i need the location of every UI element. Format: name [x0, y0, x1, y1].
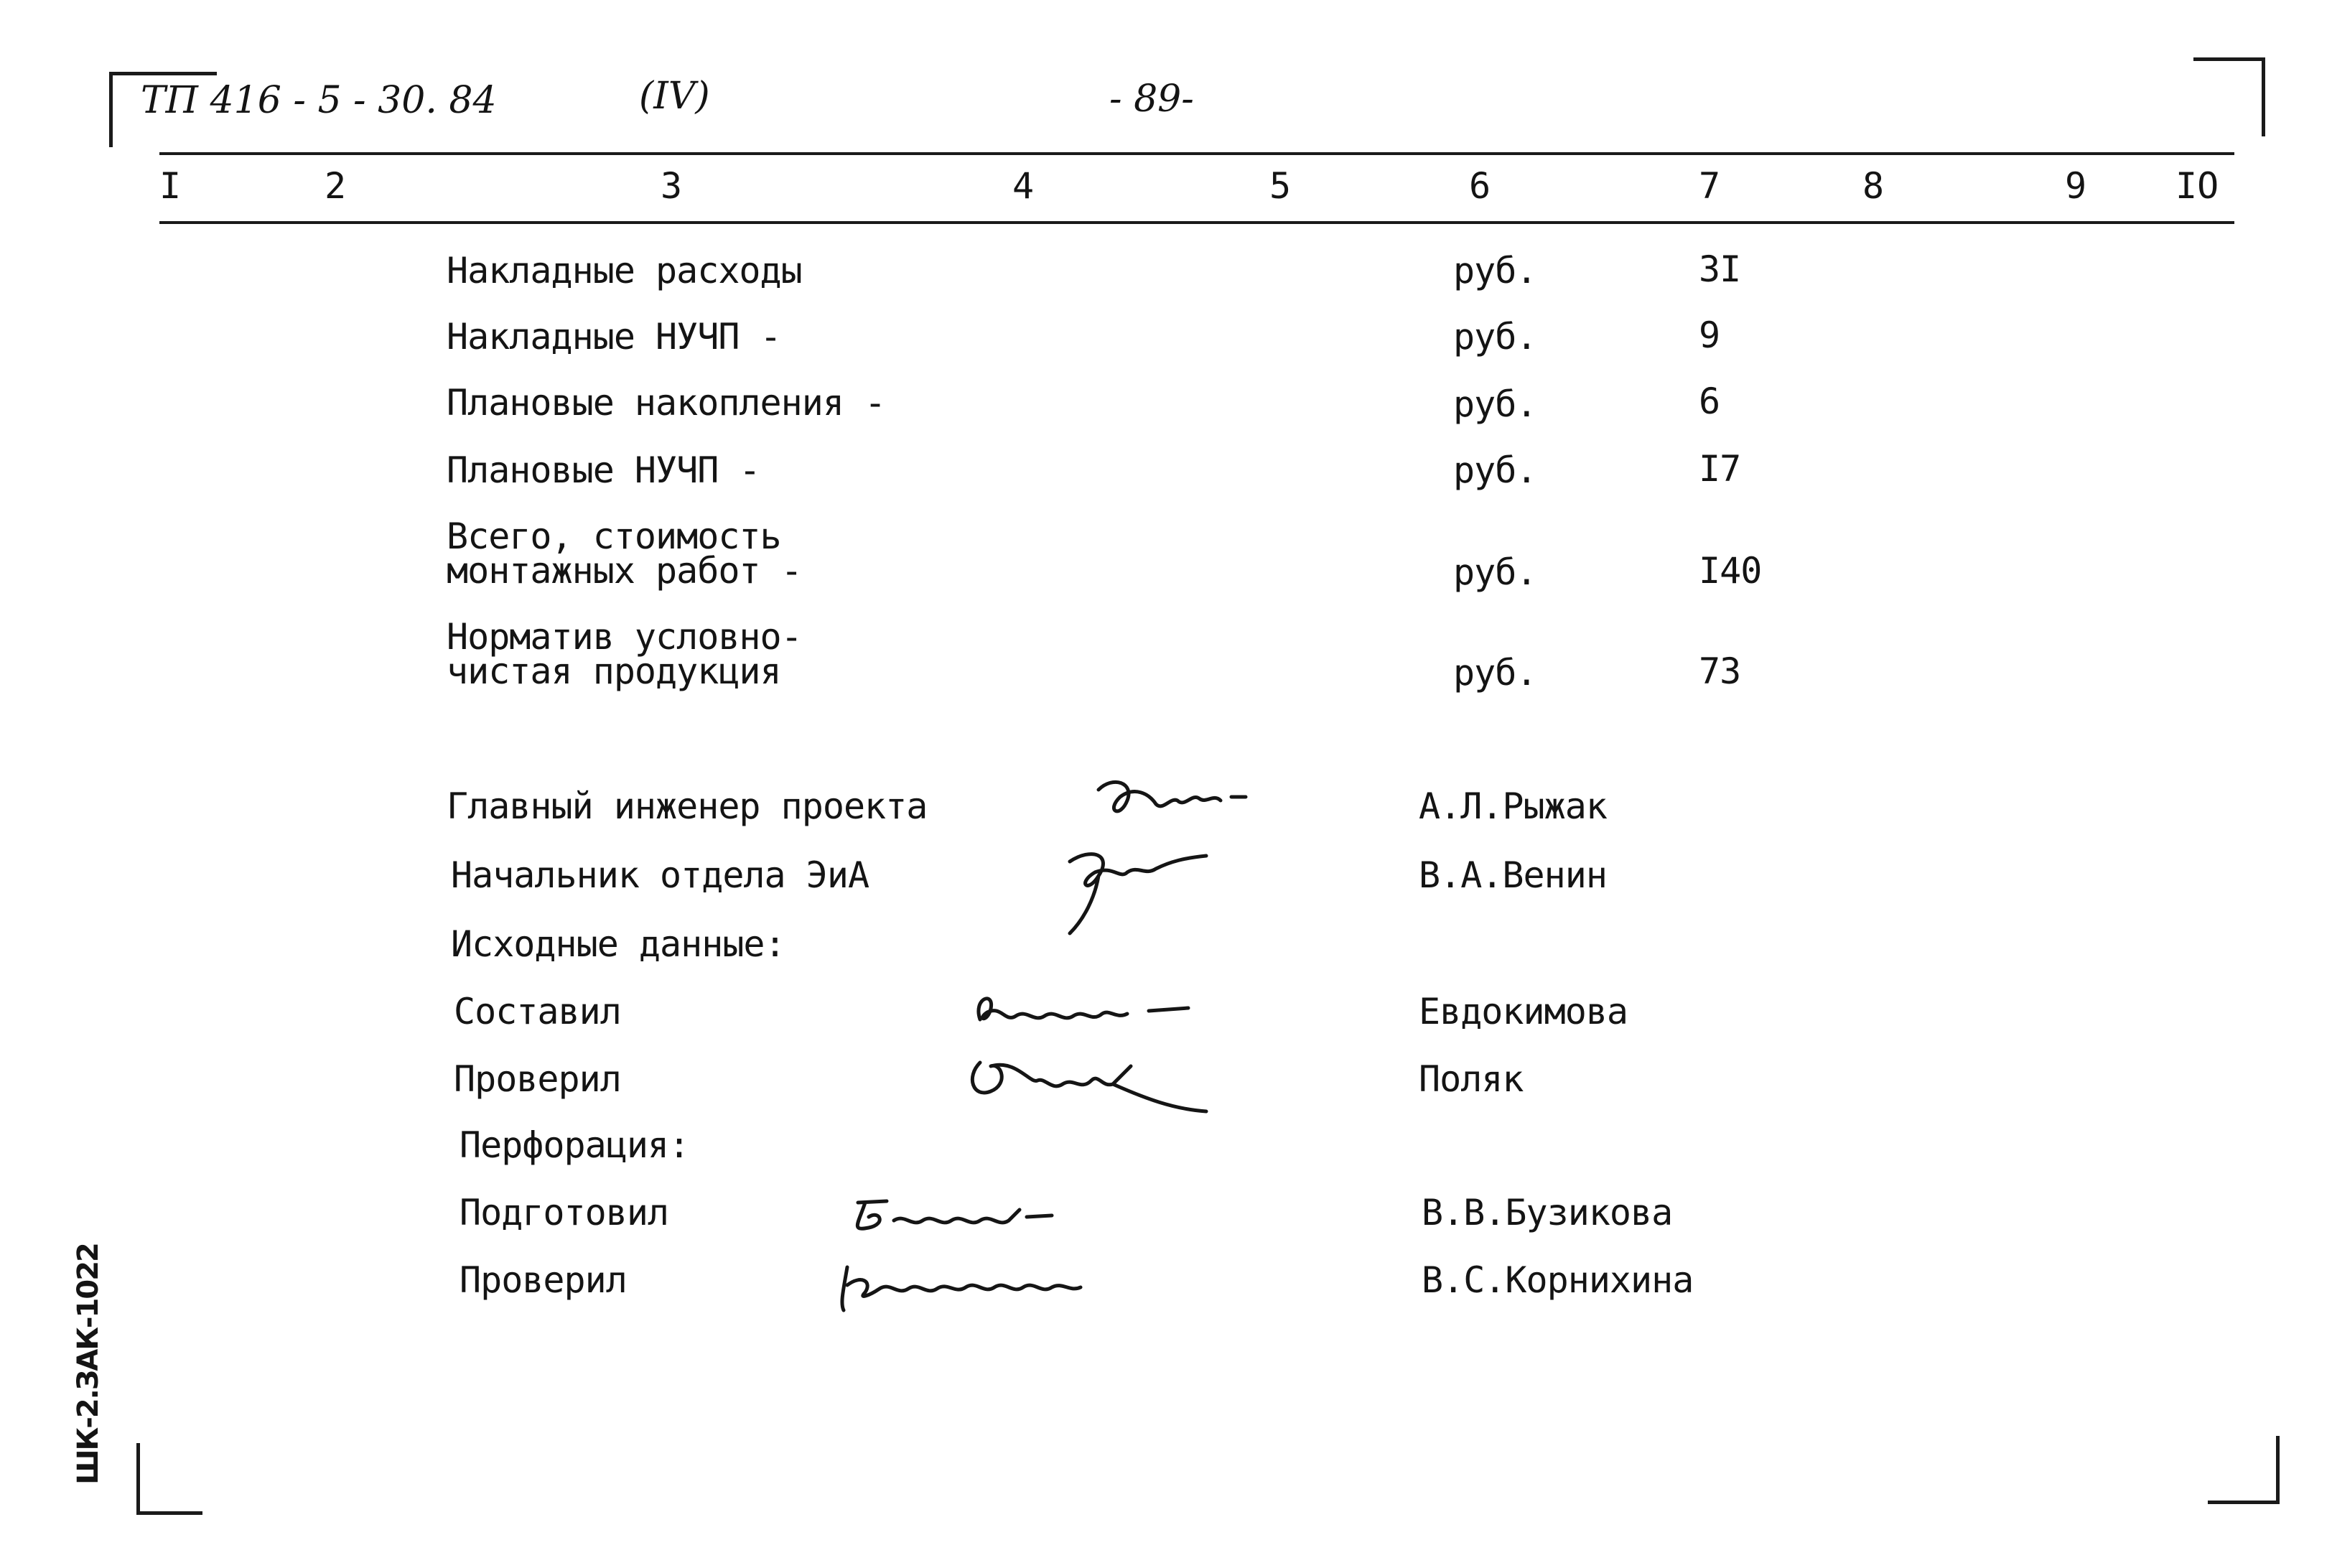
column-header-top-rule: [159, 152, 2234, 155]
column-header-bottom-rule: [159, 221, 2234, 224]
handwritten-signature: [1091, 768, 1278, 833]
frame-corner-top-left-vertical: [109, 72, 113, 147]
handwritten-signature: [959, 1048, 1217, 1127]
document-code: ТП 416 - 5 - 30. 84: [141, 79, 497, 122]
cost-item-name-line2: чистая продукция: [447, 650, 781, 692]
frame-corner-bottom-left-horizontal: [136, 1511, 202, 1515]
signer-name: Поляк: [1419, 1058, 1524, 1100]
cost-item-name-line1: Норматив условно-: [447, 616, 802, 658]
cost-unit: руб.: [1453, 652, 1537, 694]
page-number: - 89-: [1109, 78, 1194, 121]
frame-corner-top-left-horizontal: [109, 72, 217, 75]
signer-role: Проверил: [454, 1058, 621, 1100]
cost-item-name: Плановые накопления -: [447, 382, 886, 424]
cost-unit: руб.: [1453, 250, 1537, 291]
document-volume: (IV): [639, 75, 710, 118]
column-number: 4: [1012, 165, 1035, 207]
cost-value: 3I: [1699, 248, 1741, 290]
cost-item-name: Накладные НУЧП -: [447, 316, 781, 358]
column-number: 3: [661, 165, 683, 207]
frame-corner-bottom-left-vertical: [136, 1443, 140, 1515]
signer-name: Евдокимова: [1419, 991, 1628, 1032]
frame-corner-top-right-vertical: [2262, 57, 2265, 136]
frame-corner-bottom-right-vertical: [2276, 1436, 2280, 1504]
cost-unit: руб.: [1453, 383, 1537, 425]
cost-unit: руб.: [1453, 316, 1537, 358]
column-number: 9: [2065, 165, 2087, 207]
column-number: IO: [2175, 165, 2219, 207]
cost-value: 9: [1699, 314, 1720, 356]
frame-corner-bottom-right-horizontal: [2208, 1501, 2280, 1504]
cost-value: 73: [1699, 650, 1741, 692]
cost-item-name: Накладные расходы: [447, 250, 802, 291]
signer-role: Главный инженер проекта: [447, 785, 928, 827]
cost-unit: руб.: [1453, 551, 1537, 593]
handwritten-signature: [833, 1253, 1091, 1317]
signer-role: Составил: [454, 991, 621, 1032]
column-number: 5: [1269, 165, 1292, 207]
margin-stamp-text: ШК-2.ЗАК-1022: [72, 1243, 105, 1485]
signer-name: В.С.Корнихина: [1422, 1259, 1694, 1301]
handwritten-signature: [966, 984, 1203, 1041]
cost-value: I7: [1699, 448, 1741, 490]
cost-unit: руб.: [1453, 449, 1537, 491]
cost-item-name-line1: Всего, стоимость: [447, 515, 781, 557]
signer-name: В.А.Венин: [1419, 854, 1607, 896]
handwritten-signature: [836, 1188, 1066, 1246]
section-heading: Перфорация:: [460, 1124, 690, 1166]
cost-item-name: Плановые НУЧП -: [447, 449, 760, 491]
handwritten-signature: [1055, 840, 1221, 941]
column-number: 2: [325, 165, 347, 207]
cost-value: I40: [1699, 550, 1762, 592]
column-number: I: [159, 165, 182, 207]
signer-role: Проверил: [460, 1259, 627, 1301]
frame-corner-top-right-horizontal: [2193, 57, 2265, 61]
signer-name: А.Л.Рыжак: [1419, 785, 1607, 827]
column-number: 8: [1862, 165, 1885, 207]
signer-role: Начальник отдела ЭиА: [451, 854, 869, 896]
signer-role: Подготовил: [460, 1192, 669, 1233]
cost-value: 6: [1699, 381, 1720, 422]
column-number: 7: [1699, 165, 1721, 207]
signer-name: В.В.Бузикова: [1422, 1192, 1673, 1233]
section-heading: Исходные данные:: [451, 923, 785, 965]
cost-item-name-line2: монтажных работ -: [447, 550, 802, 592]
margin-stamp: [72, 1221, 115, 1508]
column-number: 6: [1469, 165, 1491, 207]
